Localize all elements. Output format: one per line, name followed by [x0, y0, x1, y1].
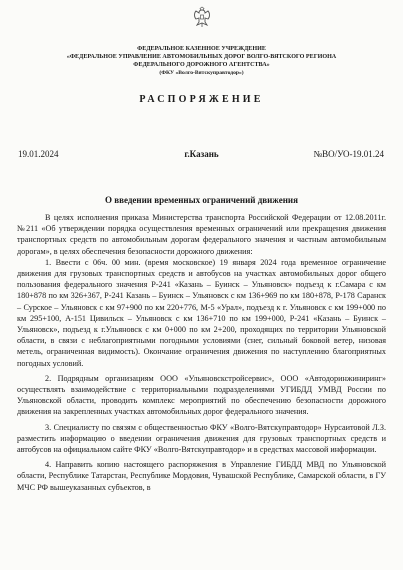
document-title: РАСПОРЯЖЕНИЕ — [139, 94, 264, 105]
document-city: г.Казань — [184, 149, 219, 159]
document-body — [17, 212, 386, 493]
document-number: №ВО/УО-19.01.24 — [313, 149, 384, 159]
org-name-line-1: ФЕДЕРАЛЬНОЕ КАЗЕННОЕ УЧРЕЖДЕНИЕ — [137, 46, 266, 52]
document-subject: О введении временных ограничений движения — [105, 195, 298, 205]
paragraph-item-2: 2. Подрядным организациям ООО «Ульяновскстройсервис», ООО «Автодоринжиниринг» осуществлять взаимодействие с территориальными подразделениями УГИБДД УМВД России по Ульяновской области, проводить комплекс мероприятий по обеспечению безопасности дорожного движения на закрепленных участках автомобильных дорог федерального значения. — [17, 373, 386, 417]
org-name-line-2: «ФЕДЕРАЛЬНОЕ УПРАВЛЕНИЕ АВТОМОБИЛЬНЫХ ДОРОГ ВОЛГО-ВЯТСКОГО РЕГИОНА — [66, 54, 337, 60]
org-short-name: (ФКУ «Волго-Вятскуправтодор») — [159, 70, 244, 76]
document-date: 19.01.2024 — [18, 149, 59, 159]
paragraph-item-3: 3. Специалисту по связям с общественностью ФКУ «Волго-Вятскуправтодор» Нурсаитовой Л.З. разместить информацию о введении ограничения движения для грузовых транспортных средств и автобусов на официальном сайте ФКУ «Волго-Вятскуправтодор» и в средствах массовой информации. — [17, 422, 386, 455]
paragraph-preamble: В целях исполнения приказа Министерства транспорта Российской Федерации от 12.08.2011г. №211 «Об утверждении порядка осуществления временных ограничений или прекращения движения транспортных средств по автомобильным дорогам федерального значения и частным автомобильным дорогам», в целях обеспечения безопасности дорожного движения: — [17, 213, 386, 256]
emblem-icon — [190, 6, 214, 30]
paragraph-item-4: 4. Направить копию настоящего распоряжения в Управление ГИБДД МВД по Ульяновской области, Республике Татарстан, Республике Мордовия, Чувашской Республике, Самарской области, в ГУ МЧС РФ вышеуказанных субъектов, в — [17, 460, 386, 492]
paragraph-item-1: 1. Ввести с 06ч. 00 мин. (время московское) 19 января 2024 года временное ограничение движения для грузовых транспортных средств и автобусов на участках автомобильных дорог общего пользования федерального значения Р-241 «Казань – Буинск – Ульяновск» подъезд к г.Самара с км 180+878 по км 326+367, Р-241 Казань – Буинск – Ульяновск с км 136+969 по км 180+878, Р-178 Саранск – Сурское – Ульяновск с км 97+900 по км 220+776, М-5 «Урал», подъезд к г. Ульяновск с км 199+000 по км 295+100, А-151 Цивильск – Ульяновск с км 136+710 по км 199+000, Р-241 «Казань – Буинск – Ульяновск», подъезд к г.Ульяновск с км 0+000 по км 2+200, проходящих по территории Ульяновской области, в связи с неблагоприятными погодными условиями (снег, сильный боковой ветер, низовая метель, ограниченная видимость). Окончание ограничения движения по наступлению благоприятных погодных условий. — [17, 257, 386, 368]
org-name-line-3: ФЕДЕРАЛЬНОГО ДОРОЖНОГО АГЕНТСТВА» — [133, 62, 270, 68]
